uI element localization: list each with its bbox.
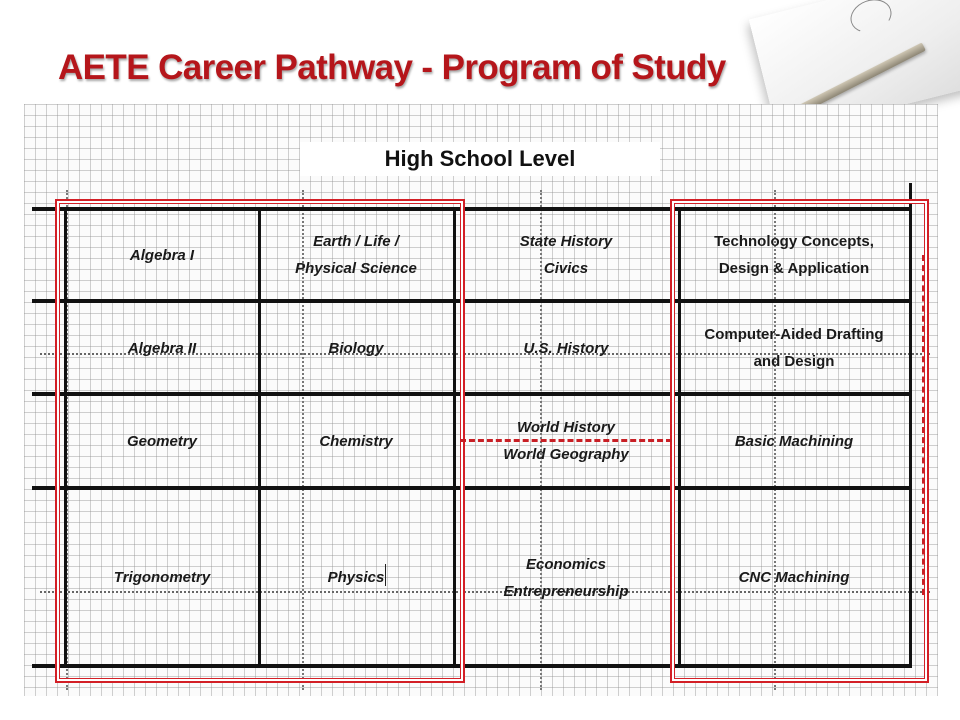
course-cell: World History World Geography: [503, 419, 629, 463]
course-cell: Chemistry: [319, 432, 393, 450]
text-cursor-mark: [385, 564, 386, 586]
slide-title: AETE Career Pathway - Program of Study: [58, 48, 726, 87]
course-cell: CNC Machining: [738, 569, 850, 586]
course-cell: Algebra II: [127, 339, 197, 357]
course-cell: Technology Concepts, Design & Application: [714, 233, 874, 277]
course-cell: Trigonometry: [113, 569, 211, 586]
course-cell: Earth / Life / Physical Science: [295, 233, 417, 277]
course-cell: Economics Entrepreneurship: [503, 555, 629, 600]
course-cell: Physics: [327, 569, 385, 586]
course-cell: U.S. History: [523, 339, 609, 357]
course-cell: Computer-Aided Drafting and Design: [704, 326, 884, 370]
course-cell: State History Civics: [519, 233, 613, 277]
course-cell: Algebra I: [129, 246, 195, 264]
course-cell: Basic Machining: [734, 432, 854, 450]
high-school-level-heading: High School Level: [300, 142, 660, 176]
right-dashed-marker: [922, 255, 924, 595]
course-cell: Geometry: [126, 432, 198, 450]
course-cell: Biology: [328, 339, 384, 357]
